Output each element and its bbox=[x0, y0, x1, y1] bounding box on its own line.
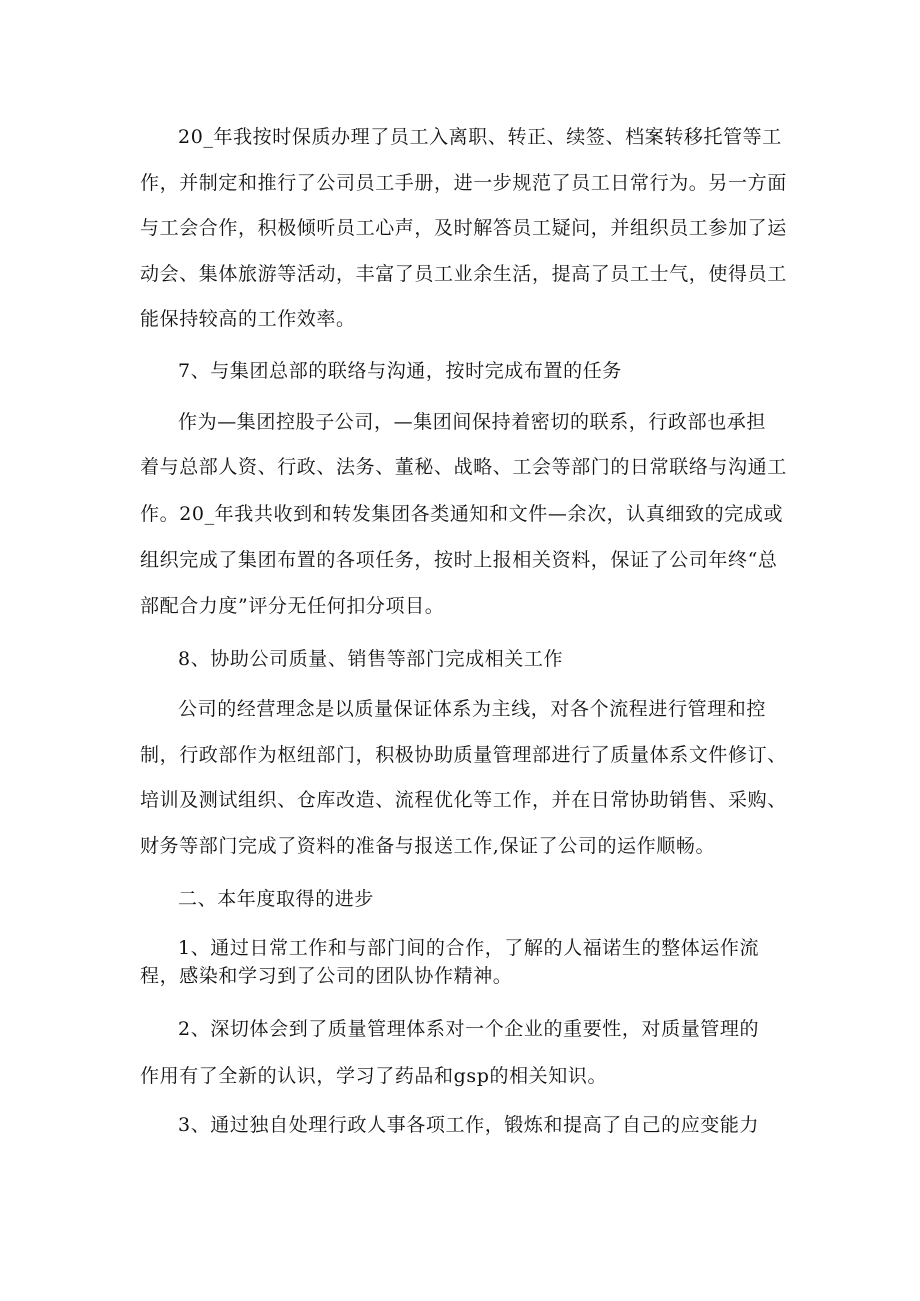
paragraph-hr-line-2: 作，并制定和推行了公司员工手册，进一步规范了员工日常行为。另一方面 bbox=[140, 172, 787, 194]
paragraph-hr-line-1: 20_年我按时保质办理了员工入离职、转正、续签、档案转移托管等工 bbox=[178, 126, 782, 148]
paragraph-group-line-3: 作。20_年我共收到和转发集团各类通知和文件—余次，认真细致的完成或 bbox=[140, 503, 784, 525]
paragraph-quality-line-3: 培训及测试组织、仓库改造、流程优化等工作，并在日常协助销售、采购、 bbox=[140, 789, 787, 811]
paragraph-hr-line-5: 能保持较高的工作效率。 bbox=[140, 308, 356, 330]
progress-item-3-line-1: 3、通过独自处理行政人事各项工作，锻炼和提高了自己的应变能力 bbox=[178, 1114, 760, 1136]
paragraph-quality-line-2: 制，行政部作为枢纽部门，积极协助质量管理部进行了质量体系文件修订、 bbox=[140, 744, 787, 766]
paragraph-quality-line-4: 财务等部门完成了资料的准备与报送工作,保证了公司的运作顺畅。 bbox=[140, 835, 716, 857]
progress-item-2-line-2: 作用有了全新的认识，学习了药品和gsp的相关知识。 bbox=[140, 1065, 608, 1087]
paragraph-group-line-4: 组织完成了集团布置的各项任务，按时上报相关资料，保证了公司年终“总 bbox=[140, 549, 778, 571]
paragraph-hr-line-3: 与工会合作，积极倾听员工心声，及时解答员工疑问，并组织员工参加了运 bbox=[140, 217, 787, 239]
section-heading-progress: 二、本年度取得的进步 bbox=[178, 888, 375, 910]
paragraph-group-line-1: 作为—集团控股子公司，—集团间保持着密切的联系，行政部也承担 bbox=[178, 411, 767, 433]
paragraph-group-line-2: 着与总部人资、行政、法务、董秘、战略、工会等部门的日常联络与沟通工 bbox=[140, 456, 787, 478]
paragraph-hr-line-4: 动会、集体旅游等活动，丰富了员工业余生活，提高了员工士气，使得员工 bbox=[140, 263, 787, 285]
progress-item-1-line-1: 1、通过日常工作和与部门间的合作，了解的人福诺生的整体运作流 bbox=[178, 937, 760, 959]
heading-item-7: 7、与集团总部的联络与沟通，按时完成布置的任务 bbox=[178, 360, 622, 382]
paragraph-group-line-5: 部配合力度”评分无任何扣分项目。 bbox=[140, 595, 445, 617]
progress-item-2-line-1: 2、深切体会到了质量管理体系对一个企业的重要性，对质量管理的 bbox=[178, 1018, 760, 1040]
progress-item-1-line-2: 程，感染和学习到了公司的团队协作精神。 bbox=[140, 965, 513, 987]
heading-item-8: 8、协助公司质量、销售等部门完成相关工作 bbox=[178, 648, 564, 670]
paragraph-quality-line-1: 公司的经营理念是以质量保证体系为主线，对各个流程进行管理和控 bbox=[178, 698, 767, 720]
